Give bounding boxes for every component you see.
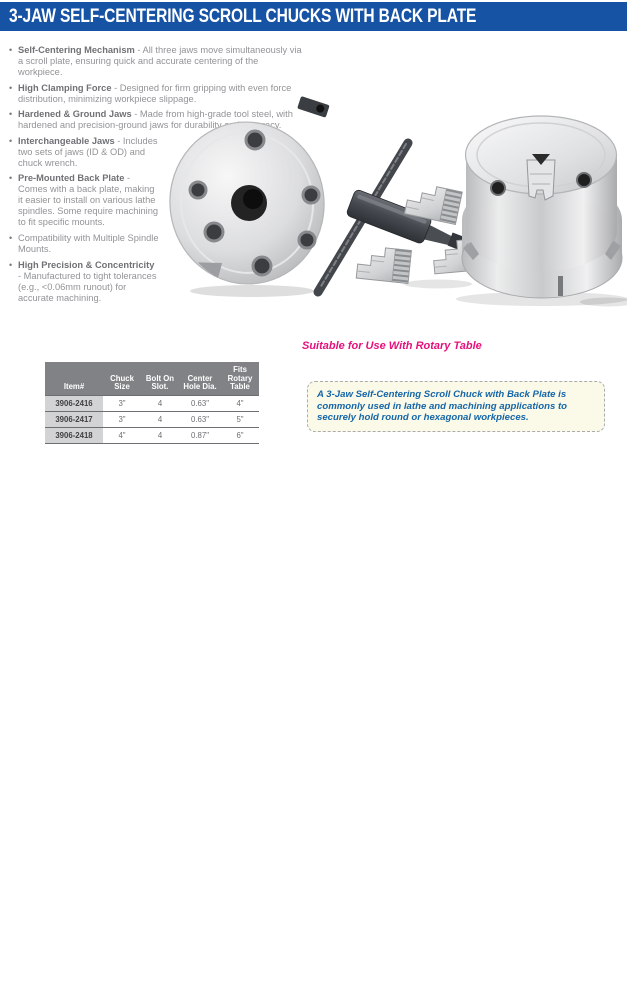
fits-rotary-value: 6"	[221, 427, 259, 443]
chuck-size-value: 3"	[103, 411, 141, 427]
chuck-size-value: 3"	[103, 395, 141, 411]
chuck-size-value: 4"	[103, 427, 141, 443]
table-header-row	[45, 362, 259, 395]
fits-rotary-value: 4"	[221, 395, 259, 411]
feature-item: • Interchangeable Jaws - Includes two sets of jaws (ID & OD) and chuck wrench.	[8, 136, 160, 169]
bolt-on-slot-value: 4	[141, 411, 179, 427]
bolt-on-slot-value: 4	[141, 395, 179, 411]
product-photos	[160, 70, 627, 310]
item-number: 3906-2417	[45, 411, 103, 427]
bolt-on-slot-value: 4	[141, 427, 179, 443]
feature-item: • High Clamping Force - Designed for firm gripping with even force distribution, minimizing workpiece slippage.	[8, 83, 304, 105]
plate-clamp	[297, 96, 330, 118]
back-plate-shadow	[190, 285, 314, 297]
center-hole-dia-value: 0.87"	[179, 427, 221, 443]
feature-item: • Compatibility with Multiple Spindle Mounts.	[8, 233, 160, 255]
feature-item: • Self-Centering Mechanism - All three jaws move simultaneously via a scroll plate, ensuring quick and accurate centering of the workpiece.	[8, 45, 304, 78]
feature-item: • High Precision & Concentricity - Manufactured to tight tolerances (e.g., <0.06mm runout) for accurate machining.	[8, 260, 160, 304]
rotary-table-note: Suitable for Use With Rotary Table	[302, 340, 482, 352]
center-hole-dia-value: 0.63"	[179, 411, 221, 427]
col-fits-rotary-table: Fits Rotary Table	[221, 362, 259, 395]
three-jaw-chuck-photo	[462, 70, 627, 310]
back-plate-photo	[160, 96, 335, 294]
col-item: Item#	[45, 362, 103, 395]
item-number: 3906-2416	[45, 395, 103, 411]
feature-item: • Hardened & Ground Jaws - Made from high-grade tool steel, with hardened and precision-ground jaws for durability and accuracy.	[8, 109, 304, 131]
table-row	[45, 427, 259, 443]
item-number: 3906-2418	[45, 427, 103, 443]
feature-item: • Pre-Mounted Back Plate - Comes with a back plate, making it easier to install on various lathe spindles. Some require machining to fit specific mounts.	[8, 173, 160, 228]
table-row	[45, 411, 259, 427]
col-bolt-on-slot: Bolt On Slot.	[141, 362, 179, 395]
fits-rotary-value: 5"	[221, 411, 259, 427]
spec-table	[45, 362, 259, 444]
col-chuck-size: Chuck Size	[103, 362, 141, 395]
description-callout: A 3-Jaw Self-Centering Scroll Chuck with Back Plate is commonly used in lathe and machining applications to securely hold round or hexagonal workpieces.	[307, 381, 605, 432]
col-center-hole-dia: Center Hole Dia.	[179, 362, 221, 395]
page-title: 3-JAW SELF-CENTERING SCROLL CHUCKS WITH BACK PLATE	[9, 5, 477, 27]
center-hole-dia-value: 0.63"	[179, 395, 221, 411]
table-row	[45, 395, 259, 411]
page-title-bar	[0, 2, 627, 31]
